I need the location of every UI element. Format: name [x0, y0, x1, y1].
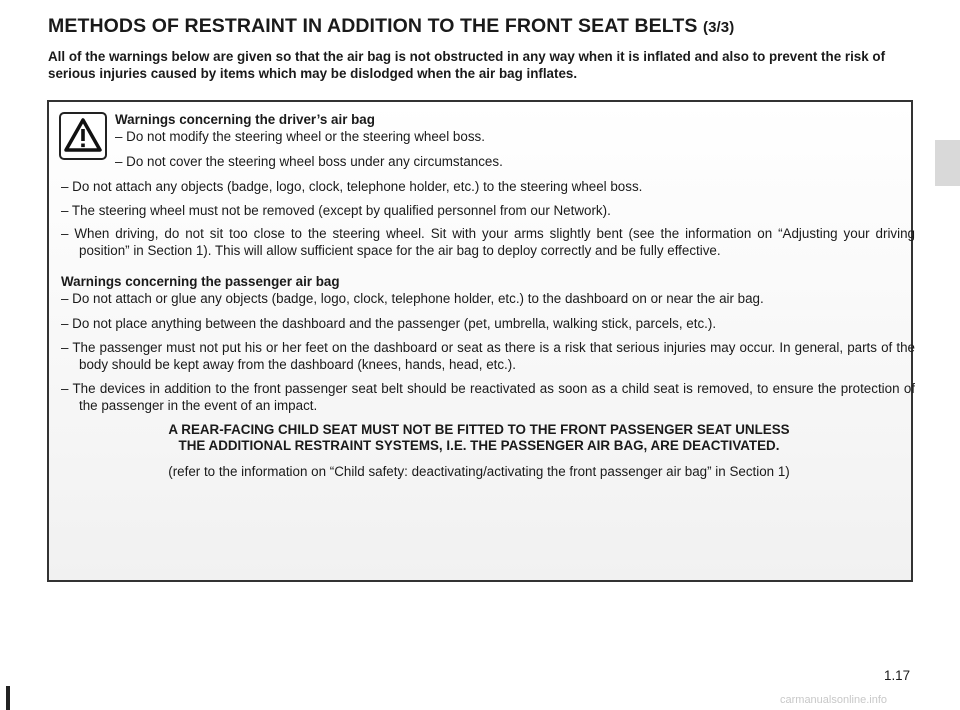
child-seat-notice-line1: A REAR-FACING CHILD SEAT MUST NOT BE FITTED TO THE FRONT PASSENGER SEAT UNLESS — [168, 422, 790, 437]
intro-paragraph: All of the warnings below are given so that the air bag is not obstructed in any way when it is inflated and also to prevent the risk of serious injuries caused by items which may be dislodged when the air bag inflates. — [48, 49, 886, 81]
list-item: – Do not attach or glue any objects (badge, logo, clock, telephone holder, etc.) to the dashboard on or near the air bag. — [61, 291, 764, 306]
page-title-suffix: (3/3) — [702, 19, 735, 36]
list-item: – The passenger must not put his or her feet on the dashboard or seat as there is a risk that serious injuries may occur. In general, parts of the body should be kept away from the dashboard (knees, hands, head, etc.). — [61, 340, 915, 372]
warning-triangle-icon — [59, 112, 107, 160]
list-item: – Do not attach any objects (badge, logo, clock, telephone holder, etc.) to the steering wheel boss. — [61, 179, 643, 194]
page-title — [48, 15, 734, 38]
warning-box — [47, 100, 913, 582]
list-item: – Do not modify the steering wheel or the steering wheel boss. — [115, 129, 485, 144]
crop-mark — [6, 686, 10, 710]
page-title-text: METHODS OF RESTRAINT IN ADDITION TO THE FRONT SEAT BELTS — [48, 15, 698, 37]
warning-triangle-icon-shape — [64, 118, 102, 152]
section-reference: (refer to the information on “Child safety: deactivating/activating the front passenger air bag” in Section 1) — [168, 464, 790, 479]
list-item: – Do not cover the steering wheel boss under any circumstances. — [115, 154, 503, 169]
section-tab — [935, 140, 960, 186]
list-item: – The steering wheel must not be removed (except by qualified personnel from our Network). — [61, 203, 611, 218]
page-number: 1.17 — [884, 668, 911, 683]
watermark-text: carmanualsonline.info — [780, 694, 888, 706]
list-item: – Do not place anything between the dashboard and the passenger (pet, umbrella, walking stick, parcels, etc.). — [61, 316, 717, 331]
passenger-airbag-heading: Warnings concerning the passenger air bag — [61, 274, 340, 289]
driver-airbag-heading: Warnings concerning the driver’s air bag — [115, 112, 375, 127]
list-item: – When driving, do not sit too close to the steering wheel. Sit with your arms slightly bent (see the information on “Adjusting your driving position” in Section 1). This will allow sufficient space for the air bag to deploy correctly and be fully effective. — [61, 226, 915, 258]
list-item: – The devices in addition to the front passenger seat belt should be reactivated as soon as a child seat is removed, to ensure the protection of the passenger in the event of an impact. — [61, 381, 915, 413]
child-seat-notice-line2: THE ADDITIONAL RESTRAINT SYSTEMS, I.E. THE PASSENGER AIR BAG, ARE DEACTIVATED. — [178, 438, 780, 453]
